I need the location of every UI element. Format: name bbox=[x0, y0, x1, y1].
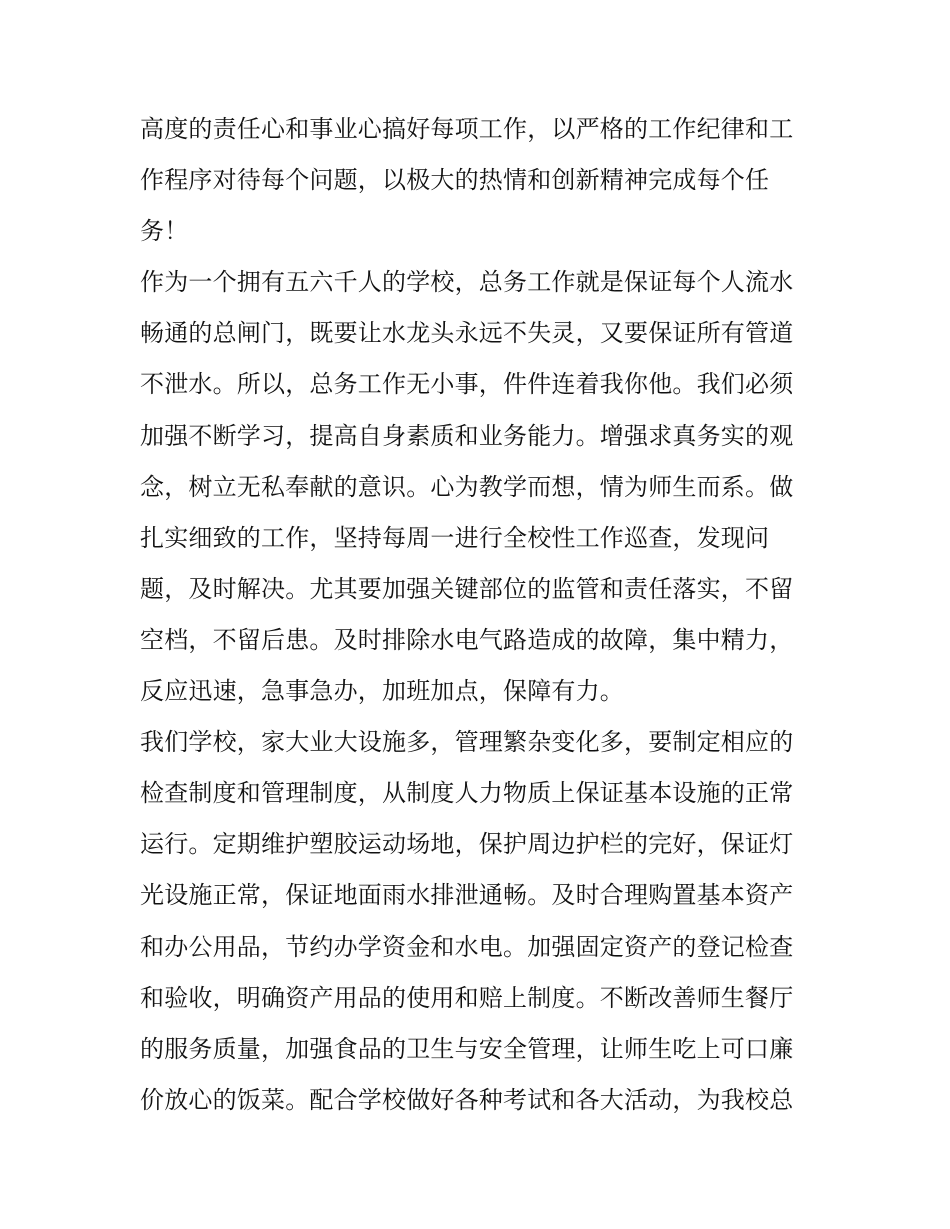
body-text bbox=[140, 104, 820, 1126]
text-line: 务！ bbox=[140, 217, 189, 246]
text-line: 念，树立无私奉献的意识。心为教学而想，情为师生而系。做 bbox=[140, 472, 794, 501]
text-line: 我们学校，家大业大设施多，管理繁杂变化多，要制定相应的 bbox=[140, 728, 794, 757]
text-line: 题，及时解决。尤其要加强关键部位的监管和责任落实，不留 bbox=[140, 574, 794, 603]
text-line: 检查制度和管理制度，从制度人力物质上保证基本设施的正常 bbox=[140, 779, 794, 808]
text-line: 光设施正常，保证地面雨水排泄通畅。及时合理购置基本资产 bbox=[140, 881, 794, 910]
text-line: 反应迅速，急事急办，加班加点，保障有力。 bbox=[140, 677, 624, 706]
text-line: 扎实细致的工作，坚持每周一进行全校性工作巡查，发现问 bbox=[140, 523, 770, 552]
text-line: 高度的责任心和事业心搞好每项工作，以严格的工作纪律和工 bbox=[140, 115, 794, 143]
text-line: 不泄水。所以，总务工作无小事，件件连着我你他。我们必须 bbox=[140, 370, 794, 399]
text-line: 空档，不留后患。及时排除水电气路造成的故障，集中精力， bbox=[140, 625, 794, 654]
text-line: 和办公用品，节约办学资金和水电。加强固定资产的登记检查 bbox=[140, 932, 794, 961]
text-line: 的服务质量，加强食品的卫生与安全管理，让师生吃上可口廉 bbox=[140, 1034, 794, 1063]
text-line: 作程序对待每个问题，以极大的热情和创新精神完成每个任 bbox=[140, 166, 770, 195]
text-line: 价放心的饭菜。配合学校做好各种考试和各大活动，为我校总 bbox=[140, 1085, 794, 1114]
text-line: 畅通的总闸门，既要让水龙头永远不失灵，又要保证所有管道 bbox=[140, 319, 794, 348]
text-line: 运行。定期维护塑胶运动场地，保护周边护栏的完好，保证灯 bbox=[140, 830, 794, 859]
text-line: 作为一个拥有五六千人的学校，总务工作就是保证每个人流水 bbox=[140, 268, 794, 297]
text-line: 和验收，明确资产用品的使用和赔上制度。不断改善师生餐厅 bbox=[140, 983, 794, 1012]
text-line: 加强不断学习，提高自身素质和业务能力。增强求真务实的观 bbox=[140, 421, 794, 450]
